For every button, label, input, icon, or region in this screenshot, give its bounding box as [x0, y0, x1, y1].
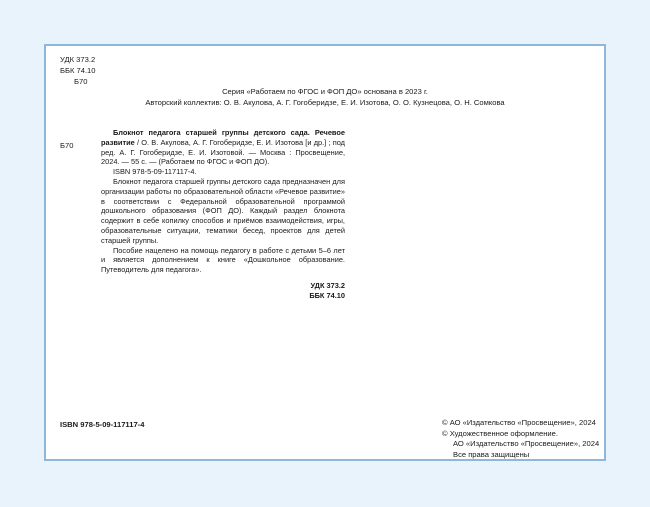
bbk-code: ББК 74.10	[60, 66, 96, 75]
bibliographic-description	[101, 128, 345, 167]
annotation-paragraph-2: Пособие нацелено на помощь педагогу в работе с детьми 5–6 лет и является дополнением к книге «Дошкольное образование. Путеводитель для педагога».	[101, 245, 345, 275]
copyright-block	[442, 418, 599, 460]
annotation-paragraph-1: Блокнот педагога старшей группы детского сада предназначен для организации работы по образовательной области «Речевое развитие» в соответствии с Федеральной образовательной программой дошкольного образования (ФОП ДО). Каждый раздел блокнота содержит в себе копилку способов и приёмов взаимодействия, игры, образовательные ситуации, тематики бесед, проектов для детей старшей группы.	[101, 176, 345, 245]
series-info	[46, 86, 604, 108]
bibliographic-record	[101, 128, 345, 301]
classification-codes	[60, 54, 96, 87]
side-author-mark: Б70	[60, 141, 74, 150]
author-mark: Б70	[74, 77, 88, 86]
copyright-line-2: © Художественное оформление.	[442, 428, 558, 438]
copyright-line-4: Все права защищены	[453, 449, 530, 459]
udk-code: УДК 373.2	[60, 55, 96, 64]
book-title: Блокнот педагога старшей группы детского сада. Речевое развитие	[101, 128, 345, 147]
imprint-page	[44, 44, 606, 461]
authors-line: Авторский коллектив: О. В. Акулова, А. Г. Гогоберидзе, Е. И. Изотова, О. О. Кузнецова, О. Н. Сомкова	[145, 98, 505, 107]
copyright-line-1: © АО «Издательство «Просвещение», 2024	[442, 418, 596, 427]
bottom-bbk-code: ББК 74.10	[309, 290, 345, 300]
copyright-line-3: АО «Издательство «Просвещение», 2024	[453, 439, 600, 448]
book-details: / О. В. Акулова, А. Г. Гогоберидзе, Е. И. Изотова [и др.] ; под ред. А. Г. Гогоберидзе, Е. И. Изотовой. — Москва : Просвещение, 2024. — 55 с. — (Работаем по ФГОС и ФОП ДО).	[101, 137, 345, 167]
isbn-line: ISBN 978-5-09-117117-4.	[113, 167, 197, 177]
bottom-udk-code: УДК 373.2	[310, 280, 345, 290]
isbn-bottom: ISBN 978-5-09-117117-4	[60, 420, 145, 429]
series-line: Серия «Работаем по ФГОС и ФОП ДО» основана в 2023 г.	[222, 87, 428, 96]
